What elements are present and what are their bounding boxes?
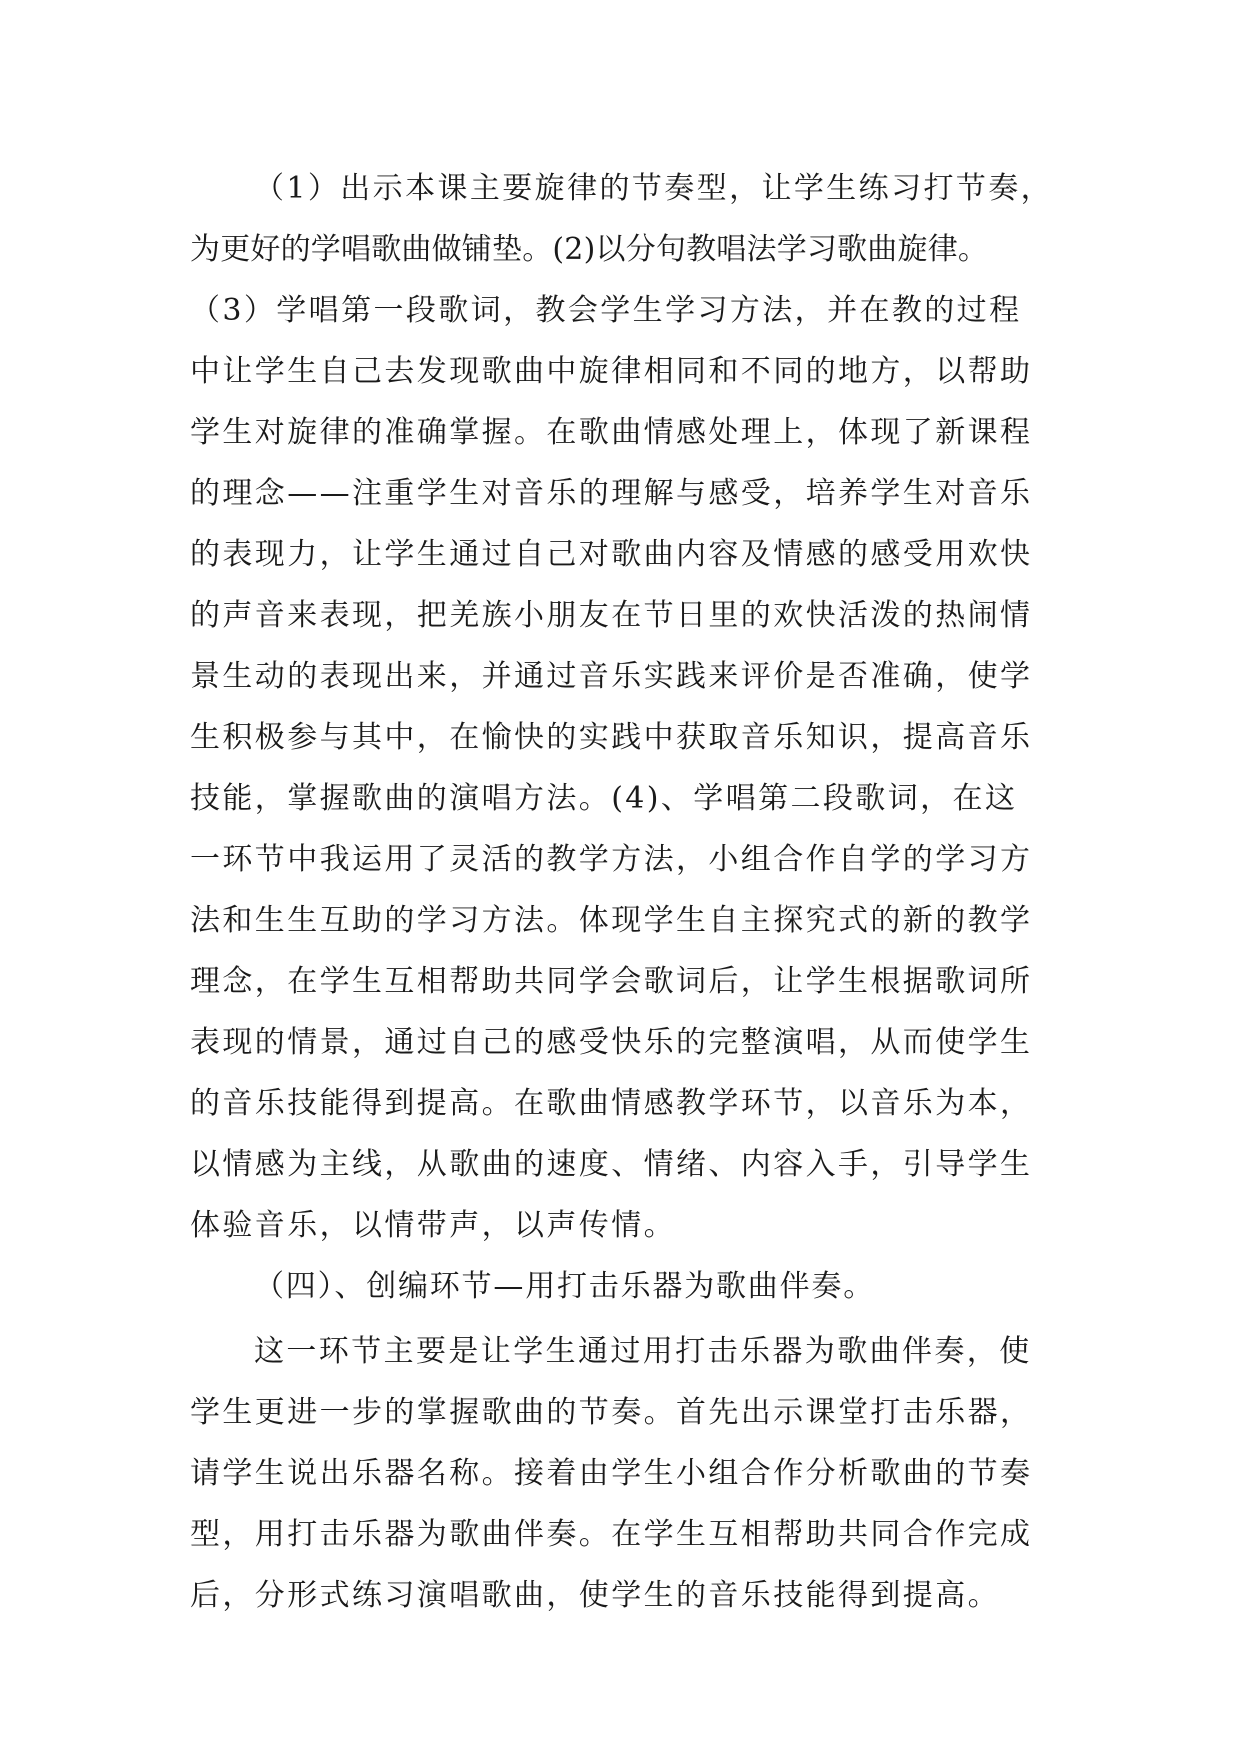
- text-line: 生积极参与其中，在愉快的实践中获取音乐知识，提高音乐: [190, 720, 1033, 755]
- text-line: 型，用打击乐器为歌曲伴奏。在学生互相帮助共同合作完成: [190, 1517, 1033, 1552]
- text-line: 技能，掌握歌曲的演唱方法。(4)、学唱第二段歌词，在这: [190, 781, 1018, 816]
- text-line: 理念，在学生互相帮助共同学会歌词后，让学生根据歌词所: [190, 964, 1033, 999]
- text-line: 表现的情景，通过自己的感受快乐的完整演唱，从而使学生: [190, 1025, 1033, 1060]
- text-line: 一环节中我运用了灵活的教学方法，小组合作自学的学习方: [190, 842, 1033, 877]
- text-line: 法和生生互助的学习方法。体现学生自主探究式的新的教学: [190, 903, 1033, 938]
- text-line: 的声音来表现，把羌族小朋友在节日里的欢快活泼的热闹情: [190, 598, 1033, 633]
- text-line: 景生动的表现出来，并通过音乐实践来评价是否准确，使学: [190, 659, 1033, 694]
- text-line: 请学生说出乐器名称。接着由学生小组合作分析歌曲的节奏: [190, 1456, 1033, 1491]
- text-line: 的表现力，让学生通过自己对歌曲内容及情感的感受用欢快: [190, 537, 1033, 572]
- text-line: 中让学生自己去发现歌曲中旋律相同和不同的地方，以帮助: [190, 354, 1033, 389]
- text-line: 的音乐技能得到提高。在歌曲情感教学环节，以音乐为本，: [190, 1086, 1033, 1121]
- text-line: 学生更进一步的掌握歌曲的节奏。首先出示课堂打击乐器，: [190, 1395, 1033, 1430]
- text-line: 学生对旋律的准确掌握。在歌曲情感处理上，体现了新课程: [190, 415, 1033, 450]
- text-line: （3）学唱第一段歌词，教会学生学习方法，并在教的过程: [190, 293, 1022, 328]
- text-line: 为更好的学唱歌曲做铺垫。(2)以分句教唱法学习歌曲旋律。: [190, 232, 989, 267]
- section-heading: （四）、创编环节—用打击乐器为歌曲伴奏。: [254, 1269, 875, 1304]
- text-line: （1）出示本课主要旋律的节奏型，让学生练习打节奏，: [254, 171, 1054, 206]
- text-line: 以情感为主线，从歌曲的速度、情绪、内容入手，引导学生: [190, 1147, 1033, 1182]
- text-line: 的理念——注重学生对音乐的理解与感受，培养学生对音乐: [190, 476, 1033, 511]
- text-line: 体验音乐，以情带声，以声传情。: [190, 1208, 676, 1243]
- text-line: 后，分形式练习演唱歌曲，使学生的音乐技能得到提高。: [190, 1578, 1000, 1613]
- text-line: 这一环节主要是让学生通过用打击乐器为歌曲伴奏，使: [254, 1334, 1032, 1369]
- document-body: [190, 158, 1090, 1626]
